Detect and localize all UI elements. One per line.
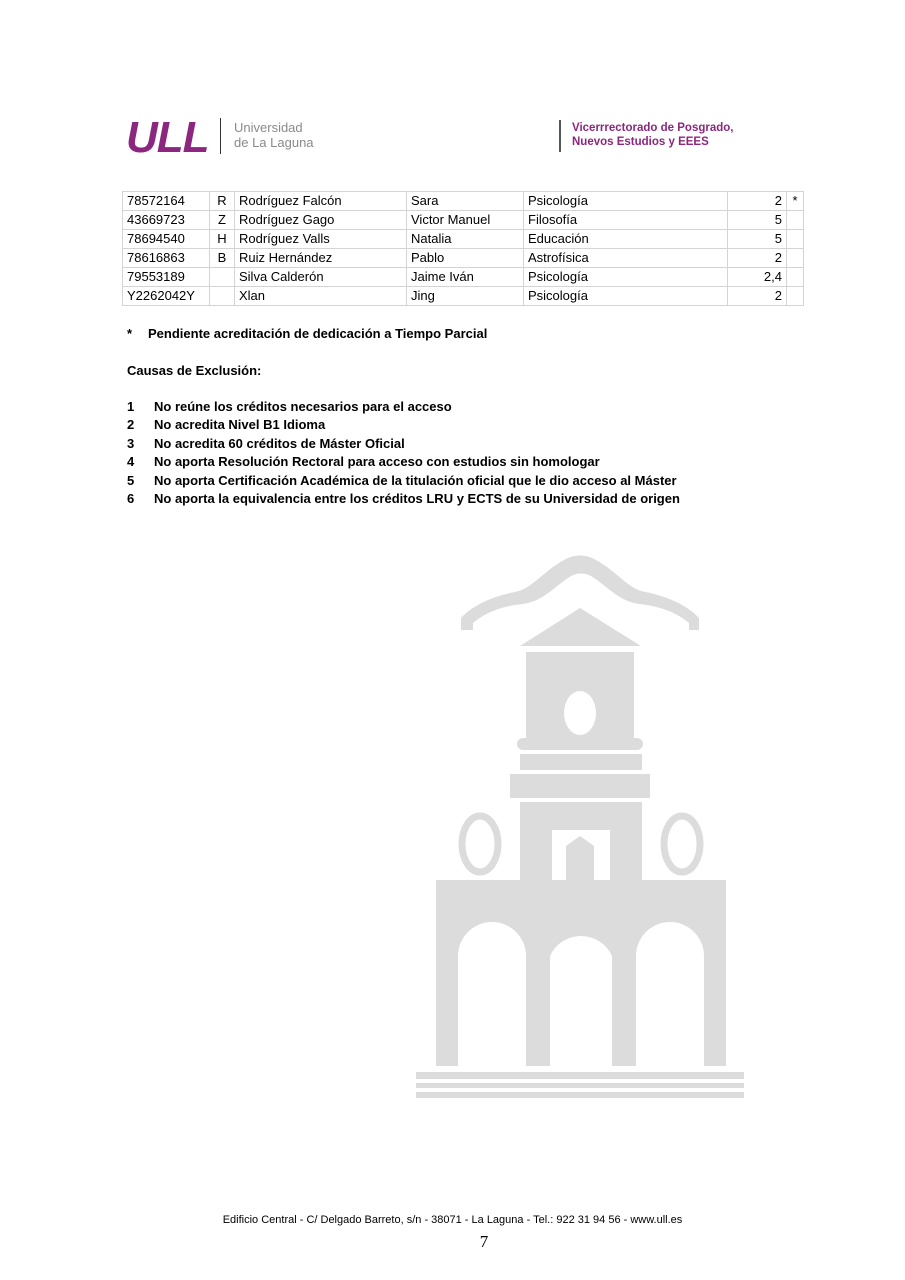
cell-mark (787, 249, 804, 268)
cause-number: 3 (127, 435, 135, 451)
cell-letter: B (210, 249, 235, 268)
university-line2: de La Laguna (234, 135, 314, 150)
cell-study: Psicología (524, 287, 728, 306)
table-row (123, 211, 804, 230)
cause-text: No reúne los créditos necesarios para el acceso (154, 399, 452, 414)
cell-study: Educación (524, 230, 728, 249)
cause-number: 1 (127, 399, 135, 414)
cell-study: Filosofía (524, 211, 728, 230)
logo-divider (220, 118, 221, 154)
partial-time-note (127, 326, 487, 341)
cell-surname: Rodríguez Falcón (235, 192, 407, 211)
cause-text: No acredita 60 créditos de Máster Oficial (154, 435, 405, 451)
excluded-students-table (122, 191, 804, 306)
cause-text: No aporta Resolución Rectoral para acceso con estudios sin homologar (154, 454, 600, 470)
cell-name: Natalia (407, 230, 524, 249)
cell-study: Psicología (524, 268, 728, 287)
cell-surname: Silva Calderón (235, 268, 407, 287)
cause-item (127, 398, 680, 416)
cause-text: No acredita Nivel B1 Idioma (154, 417, 326, 433)
cell-letter (210, 287, 235, 306)
cell-surname: Ruiz Hernández (235, 249, 407, 268)
cell-name: Pablo (407, 249, 524, 268)
vicerrectorado-line1: Vicerrrectorado de Posgrado, (572, 122, 734, 134)
page-header (0, 0, 905, 170)
page-number: 7 (479, 1232, 489, 1251)
cause-item (127, 453, 680, 471)
cell-dni: 78616863 (123, 249, 210, 268)
cell-study: Astrofísica (524, 249, 728, 268)
table-row (123, 268, 804, 287)
vicerrectorado-line2: Nuevos Estudios y EEES (572, 136, 709, 148)
cell-name: Sara (407, 192, 524, 211)
cause-number: 4 (127, 454, 135, 470)
vicerrectorado-divider (559, 120, 561, 152)
cell-mark (787, 230, 804, 249)
cell-name: Jaime Iván (407, 268, 524, 287)
cell-dni: 79553189 (123, 268, 210, 287)
cell-mark (787, 268, 804, 287)
cause-number: 2 (127, 417, 135, 433)
cell-mark: * (787, 192, 804, 211)
cause-item (127, 490, 680, 508)
cause-text: No aporta Certificación Académica de la titulación oficial que le dio acceso al Máster (154, 472, 677, 488)
footer-address: Edificio Central - C/ Delgado Barreto, s/n - 38071 - La Laguna - Tel.: 922 31 94 56 - www.ull.es (222, 1214, 683, 1226)
cell-cause: 2 (728, 287, 787, 306)
table-row (123, 249, 804, 268)
note-text: Pendiente acreditación de dedicación a Tiempo Parcial (148, 326, 488, 341)
cause-number: 6 (127, 490, 135, 506)
cell-surname: Xlan (235, 287, 407, 306)
cell-dni: 78572164 (123, 192, 210, 211)
ull-logo (126, 114, 210, 156)
cause-item (127, 416, 680, 434)
cell-letter: R (210, 192, 235, 211)
table-body (123, 192, 804, 306)
cell-surname: Rodríguez Gago (235, 211, 407, 230)
cell-dni: 78694540 (123, 230, 210, 249)
cell-letter (210, 268, 235, 287)
building-watermark-icon (414, 546, 748, 1098)
cell-name: Victor Manuel (407, 211, 524, 230)
vicerrectorado-name (572, 121, 733, 149)
cell-surname: Rodríguez Valls (235, 230, 407, 249)
svg-text:ULL: ULL (126, 114, 209, 156)
cell-cause: 5 (728, 211, 787, 230)
cell-cause: 2 (728, 192, 787, 211)
exclusion-causes-title: Causas de Exclusión: (127, 363, 262, 378)
cause-number: 5 (127, 472, 135, 488)
cause-item (127, 472, 680, 490)
cell-cause: 2 (728, 249, 787, 268)
cell-study: Psicología (524, 192, 728, 211)
cell-letter: Z (210, 211, 235, 230)
note-symbol: * (127, 326, 133, 341)
cell-dni: 43669723 (123, 211, 210, 230)
table-row (123, 192, 804, 211)
university-line1: Universidad (234, 120, 303, 135)
table-row (123, 287, 804, 306)
cell-mark (787, 211, 804, 230)
exclusion-causes-list (127, 398, 680, 508)
cell-dni: Y2262042Y (123, 287, 210, 306)
cell-mark (787, 287, 804, 306)
cell-cause: 2,4 (728, 268, 787, 287)
table-row (123, 230, 804, 249)
cell-name: Jing (407, 287, 524, 306)
university-name (234, 120, 314, 150)
cause-text: No aporta la equivalencia entre los créditos LRU y ECTS de su Universidad de origen (154, 490, 680, 506)
cell-letter: H (210, 230, 235, 249)
cause-item (127, 435, 680, 453)
cell-cause: 5 (728, 230, 787, 249)
